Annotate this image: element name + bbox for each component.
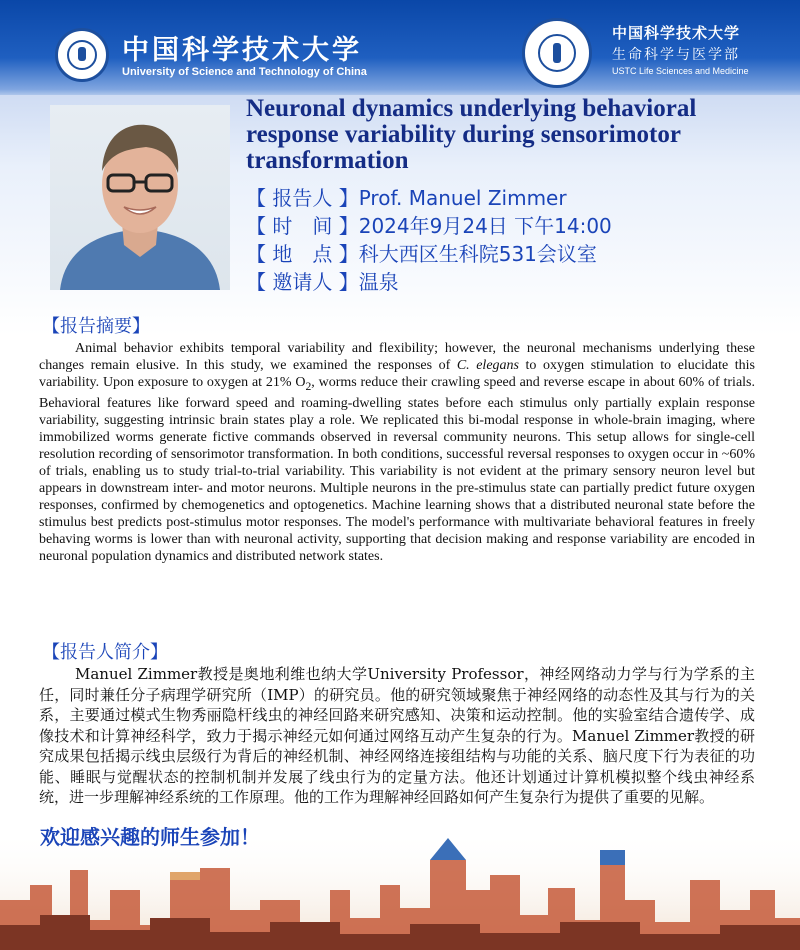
time-value: 2024年9月24日 下午14:00 bbox=[358, 214, 612, 238]
abstract-text-2: to oxygen stimulation to elucidate this variability. Upon exposure to oxygen at 21% O bbox=[39, 358, 755, 390]
bio-heading: 【报告人简介】 bbox=[42, 642, 168, 663]
time-label: 【 时 间 】 bbox=[246, 214, 359, 238]
speaker-label: 【 报告人 】 bbox=[246, 186, 359, 210]
host-row bbox=[246, 269, 399, 295]
abstract-text-3: , worms reduce their crawling speed and reverse escape in about 60% of trials. Behavioral features like forward speed and roaming-dwelling states before each stimulus only partially explain response variability, suggesting intrinsic brain states play a role. We replicated this bi-modal response in whole-brain imaging, where immobilized worms generate fictive commands observed in reversal community neurons. This setup allows for single-cell resolution recording of sensorimotor transformation. In both conditions, successful reversal responses to oxygen occur in ~60% of trials, enabling us to study trial-to-trial variability. This variability is not evident at the primary sensory neuron level but appears in downstream inter- and motor neurons. Multiple neurons in the pre-stimulus state can partially predict future oxygen responses, confirmed by chemogenetics and optogenetics. Machine learning shows that a distributed neuronal state before the stimulus best predicts post-stimulus motor responses. The model's performance with multivariate behavioral features in freely behaving worms is lower than with neuronal activity, supporting that decision making and response variability are encoded in neuronal population dynamics and distributed network states. bbox=[39, 375, 756, 564]
place-value: 科大西区生科院531会议室 bbox=[358, 242, 597, 266]
speaker-name: Prof. Manuel Zimmer bbox=[358, 186, 567, 210]
host-label: 【 邀请人 】 bbox=[246, 270, 359, 294]
abstract-heading: 【报告摘要】 bbox=[42, 316, 150, 337]
bio-body bbox=[39, 664, 755, 808]
life-sciences-seal-icon bbox=[522, 18, 592, 88]
ustc-name-cn: 中国科学技术大学 bbox=[122, 35, 362, 66]
bio-text: Manuel Zimmer教授是奥地利维也纳大学University Professor，神经网络动力学与行为学系的主任，同时兼任分子病理学研究所（IMP）的研究员。他的研究领域聚焦于神经网络的动态性及其与行为的关系，主要通过模式生物秀丽隐杆线虫的神经回路来研究感知、决策和运动控制。他的实验室结合遗传学、成像技术和计算神经科学，致力于揭示神经元如何通过网络互动产生复杂的行为。Manuel Zimmer教授的研究成果包括揭示线虫层级行为背后的神经机制、神经网络连接组结构与功能的关系、脑尺度下行为表征的功能、睡眠与觉醒状态的控制机制并发展了线虫行为的定量方法。他还计划通过计算机模拟整个线虫神经系统，进一步理解神经系统的工作原理。他的工作为理解神经回路如何产生复杂行为提供了重要的见解。 bbox=[39, 665, 755, 806]
school-name-en: USTC Life Sciences and Medicine bbox=[612, 66, 749, 76]
abstract-species: C. elegans bbox=[456, 358, 519, 373]
ustc-seal-icon bbox=[55, 28, 109, 82]
speaker-row bbox=[246, 185, 567, 211]
abstract-subscript: 2 bbox=[305, 379, 312, 393]
place-label: 【 地 点 】 bbox=[246, 242, 359, 266]
ustc-name-en: University of Science and Technology of China bbox=[122, 66, 367, 78]
abstract-text-1: Animal behavior exhibits temporal variability and flexibility; however, the neuronal mechanisms underlying these changes remain elusive. In this study, we examined the responses of bbox=[39, 341, 755, 373]
host-value: 温泉 bbox=[358, 270, 399, 294]
welcome-message: 欢迎感兴趣的师生参加！ bbox=[40, 825, 260, 849]
place-row bbox=[246, 241, 597, 267]
speaker-photo bbox=[50, 105, 230, 290]
time-row bbox=[246, 213, 612, 239]
talk-title: Neuronal dynamics underlying behavioral response variability during sensorimotor transformation bbox=[246, 95, 697, 174]
school-name-cn-2: 生命科学与医学部 bbox=[612, 47, 740, 63]
school-name-cn-1: 中国科学技术大学 bbox=[612, 24, 741, 42]
abstract-body bbox=[39, 340, 755, 565]
